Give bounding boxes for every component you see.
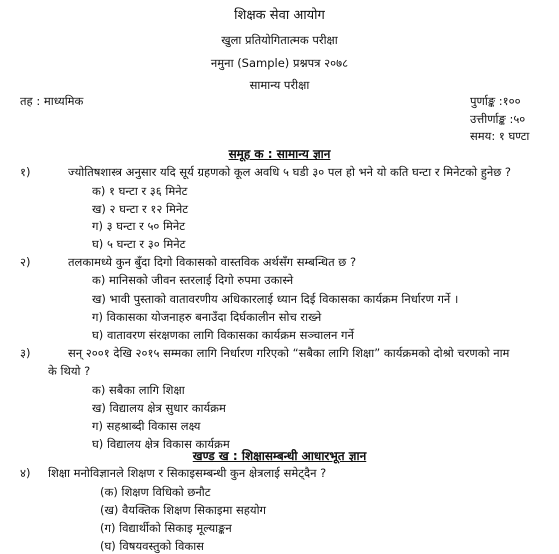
option: (क) शिक्षण विधिको छनौट bbox=[100, 485, 211, 499]
option: (ख) वैयक्तिक शिक्षण सिकाइमा सहयोग bbox=[100, 503, 267, 517]
question-text: तलकामध्ये कुन बुँदा दिगो विकासको वास्तविक अर्थसँग सम्बन्धित छ ? bbox=[68, 255, 357, 269]
pass-marks: उत्तीर्णाङ्क :५० bbox=[470, 112, 526, 126]
question-text-line1: सन् २००१ देखि २०१५ सम्मका लागि निर्धारण गरिएको “सबैका लागि शिक्षा” कार्यक्रमको दोश्रो चरणको नाम bbox=[68, 346, 510, 360]
option: (घ) विषयवस्तुको विकास bbox=[100, 539, 204, 553]
option: ग) सहश्राब्दी विकास लक्ष्य bbox=[92, 419, 201, 433]
commission-title: शिक्षक सेवा आयोग bbox=[234, 8, 325, 23]
level-label: तह : माध्यमिक bbox=[20, 94, 84, 108]
question-number: ३) bbox=[20, 346, 31, 360]
question-number: १) bbox=[20, 165, 31, 179]
option: क) सबैका लागि शिक्षा bbox=[92, 383, 185, 397]
option: क) १ घन्टा र ३६ मिनेट bbox=[92, 184, 188, 198]
option: क) मानिसको जीवन स्तरलाई दिगो रुपमा उकास्ने bbox=[92, 273, 294, 287]
option: (ग) विद्यार्थीको सिकाइ मूल्याङ्कन bbox=[100, 521, 232, 535]
section-b-title: खण्ड ख : शिक्षासम्बन्धी आधारभूत ज्ञान bbox=[192, 449, 367, 463]
option: घ) वातावरण संरक्षणका लागि विकासका कार्यक्रम सञ्चालन गर्ने bbox=[92, 328, 354, 342]
general-exam-title: सामान्य परीक्षा bbox=[249, 78, 310, 92]
option: ख) विद्यालय क्षेत्र सुधार कार्यक्रम bbox=[92, 401, 226, 415]
question-number: २) bbox=[20, 255, 31, 269]
time-allowed: समय: १ घण्टा bbox=[470, 129, 530, 143]
section-a-title: समूह क : सामान्य ज्ञान bbox=[228, 147, 331, 161]
full-marks: पुर्णाङ्क :१०० bbox=[470, 94, 521, 108]
option: ख) २ घन्टा र १२ मिनेट bbox=[92, 202, 189, 216]
exam-type: खुला प्रतियोगितात्मक परीक्षा bbox=[221, 33, 338, 47]
question-text: ज्योतिषशास्त्र अनुसार यदि सूर्य ग्रहणको कूल अवधि ५ घडी ३० पल हो भने यो कति घन्टा र मिनेटको हुनेछ ? bbox=[68, 165, 512, 179]
option: घ) ५ घन्टा र ३० मिनेट bbox=[92, 237, 186, 251]
option: ग) ३ घन्टा र ५० मिनेट bbox=[92, 219, 186, 233]
option: ग) विकासका योजनाहरु बनाउँदा दिर्घकालीन सोच राख्ने bbox=[92, 310, 322, 324]
option: घ) विद्यालय क्षेत्र विकास कार्यक्रम bbox=[92, 437, 230, 451]
sample-paper-title: नमुना (Sample) प्रश्नपत्र २०७८ bbox=[210, 56, 349, 70]
question-text: शिक्षा मनोविज्ञानले शिक्षण र सिकाइसम्बन्धी कुन क्षेत्रलाई समेट्दैन ? bbox=[48, 466, 327, 480]
question-text-line2: के थियो ? bbox=[48, 364, 91, 378]
question-number: ४) bbox=[20, 466, 31, 480]
option: ख) भावी पुस्ताको वातावरणीय अधिकारलाई ध्यान दिई विकासका कार्यक्रम निर्धारण गर्ने । bbox=[92, 292, 459, 306]
